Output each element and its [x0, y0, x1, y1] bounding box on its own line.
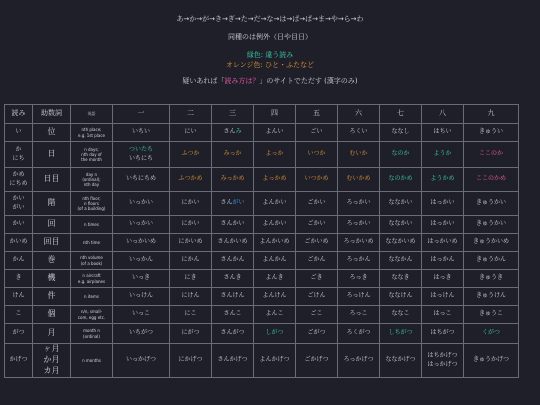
col-header-3: 三 [212, 105, 254, 124]
row-counter: 巻 [33, 252, 71, 270]
reading-text: ごかい [307, 199, 326, 207]
reading-text: がい [232, 199, 245, 207]
reading-text: よんかげつ [259, 356, 290, 364]
reading-text: にけん [181, 292, 200, 300]
reading-text: にこ [184, 310, 197, 318]
reading-text: きゅうかい [475, 199, 506, 207]
reading-text: ろっこ [349, 310, 368, 318]
reading-cell-8 [422, 324, 464, 344]
reading-tool-link[interactable]: 読み方は？ [224, 77, 260, 85]
reading-text: きゅうかげつ [472, 356, 509, 364]
reading-text: きゅうい [478, 128, 503, 136]
row-reading: か にち [5, 142, 33, 168]
reading-text: はっかい [430, 220, 455, 228]
reading-text: さんかん [220, 256, 245, 264]
row-counter: 個 [33, 306, 71, 324]
reading-cell-6 [338, 192, 380, 216]
reading-cell-3 [212, 234, 254, 252]
reading-cell-6 [338, 142, 380, 168]
reading-text: よんこ [265, 310, 284, 318]
reading-text: むいか [349, 150, 368, 158]
row-counter: 日目 [33, 168, 71, 192]
reading-text: いっかげつ [125, 356, 156, 364]
reading-cell-1 [113, 234, 170, 252]
reading-cell-9 [464, 306, 519, 324]
reading-text: ここのかめ [475, 175, 506, 183]
reading-text: さんけん [220, 292, 245, 300]
reading-cell-7 [380, 216, 422, 234]
reading-cell-2 [170, 192, 212, 216]
reading-cell-2 [170, 216, 212, 234]
reading-text: ななかい [388, 199, 413, 207]
reading-cell-7 [380, 124, 422, 142]
row-counter: 月 [33, 324, 71, 344]
reading-text: よっか [265, 150, 284, 158]
reading-cell-8 [422, 270, 464, 288]
reading-cell-7 [380, 324, 422, 344]
reading-text: ごき [310, 274, 323, 282]
reading-text: きゅうけん [475, 292, 506, 300]
reading-cell-4 [254, 216, 296, 234]
table-row [5, 252, 519, 270]
reading-cell-4 [254, 192, 296, 216]
row-english: n times [71, 216, 113, 234]
reading-text: にかいめ [178, 238, 203, 246]
reading-cell-3 [212, 344, 254, 378]
col-header-6: 六 [338, 105, 380, 124]
reading-cell-7 [380, 270, 422, 288]
reading-text: みっかめ [220, 175, 245, 183]
row-english: n months [71, 344, 113, 378]
row-english: nth time [71, 234, 113, 252]
reading-cell-3 [212, 324, 254, 344]
row-english: month n (ordinal) [71, 324, 113, 344]
reading-cell-3 [212, 192, 254, 216]
reading-cell-2 [170, 270, 212, 288]
reading-text: はっかん [430, 256, 455, 264]
reading-text: いっかいめ [125, 238, 156, 246]
reading-cell-3 [212, 142, 254, 168]
table-row [5, 306, 519, 324]
reading-cell-5 [296, 344, 338, 378]
reading-cell-4 [254, 344, 296, 378]
reading-cell-1 [113, 270, 170, 288]
reading-cell-9 [464, 142, 519, 168]
reading-text: ごこ [310, 310, 323, 318]
row-counter: 回目 [33, 234, 71, 252]
reading-text: はっかいめ [427, 238, 458, 246]
reading-cell-5 [296, 234, 338, 252]
reading-text: はっかげつ [427, 360, 458, 368]
reading-text: ごけん [307, 292, 326, 300]
reading-text: にかい [181, 199, 200, 207]
reading-text: ここのか [478, 150, 503, 158]
reading-cell-1 [113, 324, 170, 344]
table-row [5, 288, 519, 306]
col-header-7: 七 [380, 105, 422, 124]
reading-cell-4 [254, 270, 296, 288]
table-row [5, 234, 519, 252]
reading-cell-3 [212, 306, 254, 324]
counter-sequence: あ→か→が→き→ぎ→た→だ→な→は→ば→ぱ→ま→や→ら→わ [176, 15, 364, 23]
reading-text: ろっかい [346, 199, 371, 207]
reading-text: ろっけん [346, 292, 371, 300]
reading-text: さん [223, 128, 236, 136]
reading-text: なのか [391, 150, 410, 158]
row-counter: 件 [33, 288, 71, 306]
tool-note [0, 78, 540, 85]
table-row [5, 344, 519, 378]
reading-text: ろっき [349, 274, 368, 282]
reading-cell-8 [422, 192, 464, 216]
reading-cell-7 [380, 306, 422, 324]
reading-cell-1 [113, 288, 170, 306]
reading-text: いちにちめ [125, 175, 156, 183]
reading-text: ななかん [388, 256, 413, 264]
reading-text: きゅうかん [475, 256, 506, 264]
reading-text: よんかいめ [259, 238, 290, 246]
reading-text: にかげつ [178, 356, 203, 364]
reading-cell-7 [380, 142, 422, 168]
reading-text: はちがつ [430, 329, 455, 337]
reading-text: ななかいめ [385, 238, 416, 246]
reading-text: さんかいめ [217, 238, 248, 246]
row-reading: こ [5, 306, 33, 324]
table-row [5, 124, 519, 142]
row-reading: かげつ [5, 344, 33, 378]
reading-cell-2 [170, 252, 212, 270]
row-counter: 回 [33, 216, 71, 234]
col-header-8: 八 [422, 105, 464, 124]
reading-cell-3 [212, 124, 254, 142]
reading-cell-7 [380, 344, 422, 378]
reading-text: よんけん [262, 292, 287, 300]
reading-text: ごかいめ [304, 238, 329, 246]
reading-cell-6 [338, 216, 380, 234]
table-body [5, 124, 519, 378]
reading-cell-1 [113, 252, 170, 270]
reading-cell-6 [338, 234, 380, 252]
reading-cell-6 [338, 270, 380, 288]
reading-text: いっかい [128, 199, 153, 207]
reading-text: ろくい [349, 128, 368, 136]
reading-text: ろっかげつ [343, 356, 374, 364]
reading-text: にい [184, 128, 197, 136]
reading-cell-5 [296, 168, 338, 192]
reading-cell-7 [380, 234, 422, 252]
reading-cell-3 [212, 252, 254, 270]
row-reading: かいめ [5, 234, 33, 252]
reading-text: よんかい [262, 220, 287, 228]
reading-cell-2 [170, 306, 212, 324]
table-row [5, 168, 519, 192]
reading-cell-9 [464, 344, 519, 378]
reading-text: しちがつ [388, 329, 413, 337]
counter-table-wrap [4, 104, 519, 378]
reading-cell-2 [170, 324, 212, 344]
reading-cell-6 [338, 168, 380, 192]
reading-text: はっかい [430, 199, 455, 207]
reading-text: いっき [131, 274, 150, 282]
reading-cell-9 [464, 168, 519, 192]
row-reading: がつ [5, 324, 33, 344]
reading-cell-5 [296, 216, 338, 234]
reading-text: ようか [433, 150, 452, 158]
reading-cell-9 [464, 270, 519, 288]
reading-cell-4 [254, 252, 296, 270]
reading-cell-8 [422, 216, 464, 234]
row-counter: 機 [33, 270, 71, 288]
reading-text: ろっかい [346, 220, 371, 228]
reading-cell-6 [338, 324, 380, 344]
reading-text: はちかげつ [427, 352, 458, 360]
row-english: nth volume (of a book) [71, 252, 113, 270]
reading-text: さんがつ [220, 329, 245, 337]
table-header-row [5, 105, 519, 124]
reading-text: ごかい [307, 220, 326, 228]
legend-green: 緑色: 違う読み [246, 51, 294, 59]
reading-cell-4 [254, 124, 296, 142]
reading-text: ろくがつ [346, 329, 371, 337]
reading-cell-6 [338, 288, 380, 306]
reading-cell-3 [212, 270, 254, 288]
table-row [5, 192, 519, 216]
row-reading: けん [5, 288, 33, 306]
row-counter: 位 [33, 124, 71, 142]
reading-text: よんかい [262, 199, 287, 207]
reading-cell-9 [464, 234, 519, 252]
row-counter: 階 [33, 192, 71, 216]
reading-text: きゅうかいめ [472, 238, 509, 246]
col-header-reading: 読み [5, 105, 33, 124]
reading-cell-2 [170, 142, 212, 168]
reading-cell-2 [170, 168, 212, 192]
col-header-4: 四 [254, 105, 296, 124]
row-english: n/n, small- com, egg etc. [71, 306, 113, 324]
reading-text: いっけん [128, 292, 153, 300]
reading-cell-9 [464, 192, 519, 216]
reading-text: ごかげつ [304, 356, 329, 364]
reading-text: いちにち [128, 154, 153, 162]
table-row [5, 324, 519, 344]
reading-text: きゅうかい [475, 220, 506, 228]
reading-text: さんかげつ [217, 356, 248, 364]
reading-text: にがつ [181, 329, 200, 337]
reading-cell-9 [464, 252, 519, 270]
reading-cell-2 [170, 288, 212, 306]
reading-text: よんかん [262, 256, 287, 264]
reading-cell-9 [464, 288, 519, 306]
reading-cell-5 [296, 252, 338, 270]
reading-cell-4 [254, 288, 296, 306]
reading-text: ようかめ [430, 175, 455, 183]
tool-note-prefix: 疑いあれば「 [182, 77, 225, 85]
reading-cell-8 [422, 344, 464, 378]
reading-text: しがつ [265, 329, 284, 337]
reading-cell-7 [380, 192, 422, 216]
col-header-9: 九 [464, 105, 519, 124]
reading-cell-1 [113, 168, 170, 192]
reading-text: にかい [181, 220, 200, 228]
reading-text: はっき [433, 274, 452, 282]
reading-text: よんい [265, 128, 284, 136]
reading-text: ふつかめ [178, 175, 203, 183]
legend-orange: オレンジ色: ひと・ふたなど [225, 61, 315, 69]
row-english: nth floor; n floors (of a building) [71, 192, 113, 216]
reading-text: ななけん [388, 292, 413, 300]
reading-cell-2 [170, 344, 212, 378]
col-header-english: 英語 [71, 105, 113, 124]
reading-cell-1 [113, 306, 170, 324]
reading-text: ろっかいめ [343, 238, 374, 246]
reading-cell-5 [296, 288, 338, 306]
reading-cell-5 [296, 124, 338, 142]
reading-text: いちがつ [128, 329, 153, 337]
reading-text: ななかい [388, 220, 413, 228]
reading-text: にき [184, 274, 197, 282]
reading-text: きゅうき [478, 274, 503, 282]
reading-text: よんき [265, 274, 284, 282]
reading-cell-1 [113, 142, 170, 168]
row-reading: い [5, 124, 33, 142]
row-reading: かい がい [5, 192, 33, 216]
row-english: n aircraft e.g. airplanes [71, 270, 113, 288]
reading-cell-3 [212, 168, 254, 192]
reading-text: いつかめ [304, 175, 329, 183]
reading-text: ふつか [181, 150, 200, 158]
col-header-counter: 助数詞 [33, 105, 71, 124]
row-english: nth place; e.g. 1st place [71, 124, 113, 142]
reading-text: いちい [131, 128, 150, 136]
reading-cell-6 [338, 124, 380, 142]
table-row [5, 270, 519, 288]
reading-cell-2 [170, 124, 212, 142]
reading-cell-8 [422, 234, 464, 252]
reading-text: いっこ [131, 310, 150, 318]
row-reading: かめ にちめ [5, 168, 33, 192]
row-reading: かん [5, 252, 33, 270]
reading-text: みっか [223, 150, 242, 158]
table-row [5, 216, 519, 234]
col-header-5: 五 [296, 105, 338, 124]
reading-cell-5 [296, 142, 338, 168]
reading-cell-5 [296, 324, 338, 344]
reading-cell-2 [170, 234, 212, 252]
reading-text: ななき [391, 274, 410, 282]
reading-cell-1 [113, 124, 170, 142]
row-counter: ヶ月 か月 カ月 [33, 344, 71, 378]
reading-cell-4 [254, 168, 296, 192]
col-header-1: 一 [113, 105, 170, 124]
reading-text: はちい [433, 128, 452, 136]
reading-text: み [235, 128, 242, 136]
reading-cell-9 [464, 324, 519, 344]
reading-cell-5 [296, 192, 338, 216]
reading-cell-4 [254, 306, 296, 324]
reading-text: ななかげつ [385, 356, 416, 364]
reading-text: はっけん [430, 292, 455, 300]
reading-text: ななし [391, 128, 410, 136]
reading-cell-1 [113, 216, 170, 234]
reading-cell-4 [254, 234, 296, 252]
reading-text: よっかめ [262, 175, 287, 183]
reading-text: いっかい [128, 220, 153, 228]
reading-cell-8 [422, 306, 464, 324]
reading-cell-8 [422, 124, 464, 142]
reading-cell-7 [380, 252, 422, 270]
reading-cell-9 [464, 124, 519, 142]
reading-text: ごい [310, 128, 323, 136]
reading-cell-6 [338, 252, 380, 270]
reading-cell-3 [212, 288, 254, 306]
reading-cell-1 [113, 344, 170, 378]
reading-cell-7 [380, 168, 422, 192]
reading-cell-3 [212, 216, 254, 234]
reading-text: いっかん [128, 256, 153, 264]
reading-text: はっこ [433, 310, 452, 318]
reading-cell-4 [254, 142, 296, 168]
reading-cell-1 [113, 192, 170, 216]
row-reading: かい [5, 216, 33, 234]
col-header-2: 二 [170, 105, 212, 124]
reading-cell-7 [380, 288, 422, 306]
reading-text: いつか [307, 150, 326, 158]
reading-cell-6 [338, 344, 380, 378]
reading-text: くがつ [481, 329, 500, 337]
row-reading: き [5, 270, 33, 288]
row-english: n items [71, 288, 113, 306]
reading-text: なのかめ [388, 175, 413, 183]
counter-table [4, 104, 519, 378]
reading-cell-8 [422, 288, 464, 306]
reading-text: さん [220, 199, 233, 207]
reading-text: ななこ [391, 310, 410, 318]
reading-text: ごかん [307, 256, 326, 264]
table-row [5, 142, 519, 168]
reading-text: ごがつ [307, 329, 326, 337]
reading-text: さんき [223, 274, 242, 282]
tool-note-suffix: 」のサイトでただす (漢字のみ) [259, 77, 358, 85]
reading-text: ついたち [128, 146, 153, 154]
exception-note: 同種のは例外（日や目日） [228, 33, 312, 41]
reading-text: にかん [181, 256, 200, 264]
reading-cell-8 [422, 168, 464, 192]
reading-text: さんかい [220, 220, 245, 228]
reading-cell-8 [422, 252, 464, 270]
reading-cell-4 [254, 324, 296, 344]
row-counter: 日 [33, 142, 71, 168]
row-english: n days; nth day of the month [71, 142, 113, 168]
reading-text: むいかめ [346, 175, 371, 183]
reading-text: ろっかん [346, 256, 371, 264]
reading-cell-6 [338, 306, 380, 324]
reading-cell-5 [296, 270, 338, 288]
reading-text: さんこ [223, 310, 242, 318]
reading-cell-8 [422, 142, 464, 168]
reading-text: きゅうこ [478, 310, 503, 318]
reading-cell-9 [464, 216, 519, 234]
row-english: day n (ordinal); nth day [71, 168, 113, 192]
reading-cell-5 [296, 306, 338, 324]
